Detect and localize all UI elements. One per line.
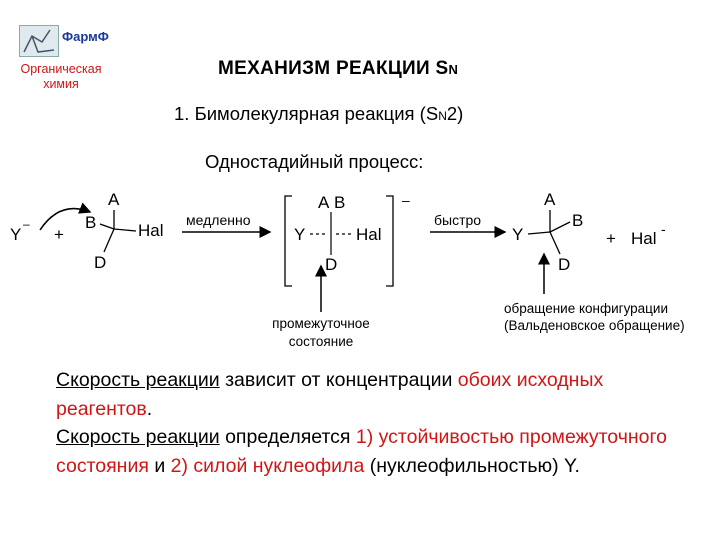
fast-label: быстро xyxy=(434,212,482,228)
substrate-d: D xyxy=(94,253,107,272)
bond-d xyxy=(104,229,114,252)
right-bracket xyxy=(386,196,393,286)
both-reagents: обоих исходных реагентов xyxy=(56,369,604,420)
rate-term-1: Скорость реакции xyxy=(56,369,220,391)
substrate-hal: Hal xyxy=(138,221,164,240)
product-a: A xyxy=(544,190,556,209)
section-heading: 1. Бимолекулярная реакция (SN2) xyxy=(174,103,464,124)
explanation-text: Скорость реакции зависит от концентрации обоих исходных реагентов. Скорость реакции определяется 1) устойчивостью промежуточного состояния и 2) силой нуклеофила (нуклеофильностью) Y. xyxy=(56,369,668,478)
nucleophile: Y xyxy=(10,225,22,244)
ts-d: D xyxy=(325,255,338,274)
inversion-line2: (Вальденовское обращение) xyxy=(504,318,685,333)
factor-stability: 1) устойчивостью промежуточного состояния xyxy=(56,426,668,478)
substrate-b: B xyxy=(85,213,97,232)
ts-label-line1: промежуточное xyxy=(272,316,370,331)
inversion-line1: обращение конфигурации xyxy=(504,301,668,316)
slow-label: медленно xyxy=(186,212,251,228)
ts-charge: – xyxy=(402,192,410,208)
logo-subtitle: Органическая химия xyxy=(20,62,102,91)
factor-nucleophile: 2) силой нуклеофила xyxy=(170,455,365,478)
plus-sign: + xyxy=(54,225,64,244)
product-bond-b xyxy=(550,222,570,232)
leaving-group: Hal xyxy=(631,229,657,248)
logo-brand: ФармФ xyxy=(62,29,109,44)
leaving-charge: - xyxy=(661,221,666,237)
substrate-a: A xyxy=(108,190,120,209)
product-b: B xyxy=(572,211,584,230)
process-heading: Одностадийный процесс: xyxy=(205,151,424,172)
product-bond-y xyxy=(528,232,550,234)
ts-y: Y xyxy=(294,225,306,244)
bond-hal xyxy=(114,229,136,231)
bond-b xyxy=(100,224,114,229)
rate-term-2: Скорость реакции xyxy=(56,426,220,449)
ts-a: A xyxy=(318,193,330,212)
attack-arrow xyxy=(40,209,90,230)
reaction-scheme xyxy=(0,180,720,355)
product-y: Y xyxy=(512,225,524,244)
molecule-logo-icon xyxy=(20,26,58,56)
product-bond-d xyxy=(550,232,560,254)
left-bracket xyxy=(285,196,292,286)
ts-hal: Hal xyxy=(356,225,382,244)
plus-sign-2: + xyxy=(606,229,616,248)
page-title: МЕХАНИЗМ РЕАКЦИИ SN xyxy=(218,58,459,79)
nucleophile-charge: – xyxy=(23,217,30,231)
ts-label-line2: состояние xyxy=(288,334,354,349)
logo-icon xyxy=(19,25,59,57)
product-d: D xyxy=(558,255,571,274)
ts-b: B xyxy=(334,193,346,212)
